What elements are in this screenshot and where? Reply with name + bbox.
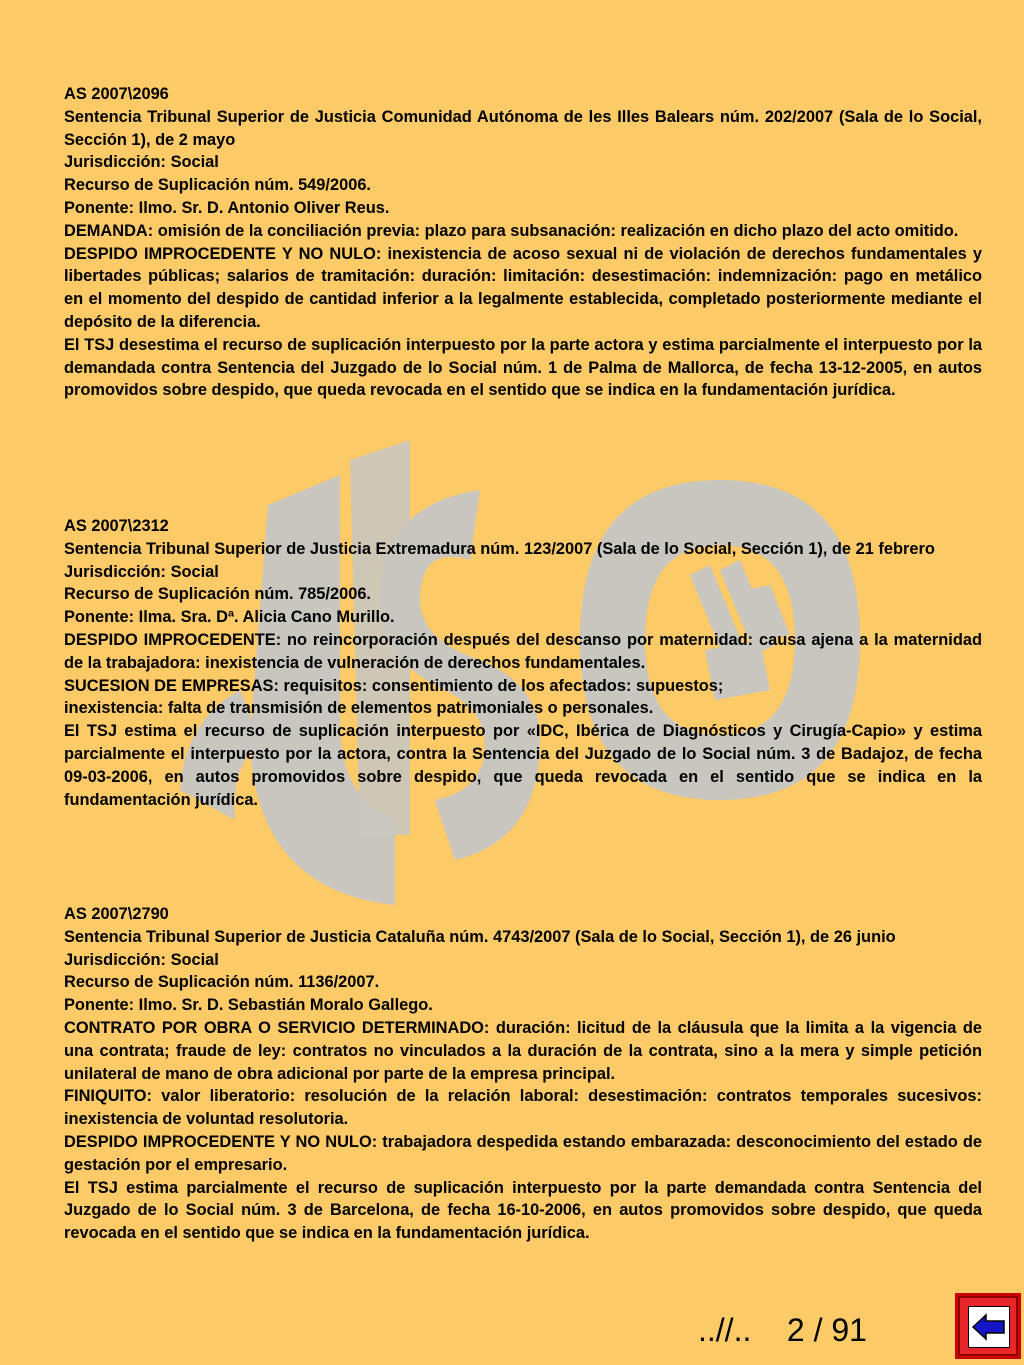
ruling-topic: DESPIDO IMPROCEDENTE Y NO NULO: inexistencia de acoso sexual ni de violación de derechos fundamentales y libertades públicas; salarios de tramitación: duración: limitación: desestimación: indemnización: pago en metálico en el momento del despido de cantidad inferior a la legalmente establecida, completado posteriormente mediante el depósito de la diferencia. — [64, 244, 982, 331]
ruling-appeal: Recurso de Suplicación núm. 549/2006. — [64, 176, 371, 195]
ruling-summary: El TSJ estima el recurso de suplicación interpuesto por «IDC, Ibérica de Diagnósticos y Cirugía-Capio» y estima parcialmente el interpuesto por la actora, contra la Sentencia del Juzgado de lo Social núm. 3 de Badajoz, de fecha 09-03-2006, en autos promovidos sobre despido, que queda revocada en el sentido que se indica en la fundamentación jurídica. — [64, 722, 982, 809]
ruling-reference: AS 2007\2790 — [64, 905, 169, 923]
ruling-rapporteur: Ponente: Ilma. Sra. Dª. Alicia Cano Murillo. — [64, 608, 395, 627]
ruling-topic: SUCESION DE EMPRESAS: requisitos: consentimiento de los afectados: supuestos; — [64, 676, 724, 695]
back-button-face[interactable] — [968, 1306, 1010, 1348]
ruling-topic: inexistencia: falta de transmisión de elementos patrimoniales o personales. — [64, 699, 654, 718]
continuation-mark: ..//.. — [698, 1312, 752, 1348]
ruling-entry — [64, 83, 982, 402]
ruling-topic: DESPIDO IMPROCEDENTE Y NO NULO: trabajadora despedida estando embarazada: desconocimiento del estado de gestación por el empresario. — [64, 1132, 982, 1174]
back-arrow-icon — [969, 1307, 1009, 1347]
ruling-summary: El TSJ estima parcialmente el recurso de suplicación interpuesto por la parte demandada contra Sentencia del Juzgado de lo Social núm. 3 de Barcelona, de fecha 16-10-2006, en autos promovidos sobre despido, que queda revocada en el sentido que se indica en la fundamentación jurídica. — [64, 1178, 982, 1243]
ruling-topic: DEMANDA: omisión de la conciliación previa: plazo para subsanación: realización en dicho plazo del acto omitido. — [64, 221, 959, 240]
ruling-jurisdiction: Jurisdicción: Social — [64, 562, 219, 581]
ruling-rapporteur: Ponente: Ilmo. Sr. D. Sebastián Moralo Gallego. — [64, 996, 433, 1015]
ruling-topic: DESPIDO IMPROCEDENTE: no reincorporación después del descanso por maternidad: causa ajena a la maternidad de la trabajadora: inexistencia de vulneración de derechos fundamentales. — [64, 630, 982, 672]
page-number: 2 / 91 — [786, 1312, 867, 1348]
ruling-appeal: Recurso de Suplicación núm. 1136/2007. — [64, 973, 380, 992]
ruling-entry — [64, 515, 982, 811]
ruling-court: Sentencia Tribunal Superior de Justicia Comunidad Autónoma de les Illes Balears núm. 202/2007 (Sala de lo Social, Sección 1), de 2 mayo — [64, 107, 982, 149]
back-button[interactable] — [955, 1293, 1021, 1359]
ruling-entry — [64, 903, 982, 1245]
ruling-appeal: Recurso de Suplicación núm. 785/2006. — [64, 585, 371, 604]
ruling-summary: El TSJ desestima el recurso de suplicación interpuesto por la parte actora y estima parcialmente el interpuesto por la demandada contra Sentencia del Juzgado de lo Social núm. 1 de Palma de Mallorca, de fecha 13-12-2005, en autos promovidos sobre despido, que queda revocada en el sentido que se indica en la fundamentación jurídica. — [64, 335, 982, 400]
ruling-reference: AS 2007\2096 — [64, 85, 169, 103]
ruling-topic: CONTRATO POR OBRA O SERVICIO DETERMINADO: duración: licitud de la cláusula que la limita a la vigencia de una contrata; fraude de ley: contratos no vinculados a la duración de la contrata, sino a la mera y simple petición unilateral de mano de obra adicional por parte de la empresa principal. — [64, 1018, 982, 1083]
ruling-jurisdiction: Jurisdicción: Social — [64, 153, 219, 172]
ruling-court: Sentencia Tribunal Superior de Justicia Cataluña núm. 4743/2007 (Sala de lo Social, Sección 1), de 26 junio — [64, 927, 896, 946]
ruling-topic: FINIQUITO: valor liberatorio: resolución de la relación laboral: desestimación: contratos temporales sucesivos: inexistencia de voluntad resolutoria. — [64, 1087, 982, 1129]
ruling-court: Sentencia Tribunal Superior de Justicia Extremadura núm. 123/2007 (Sala de lo Social, Sección 1), de 21 febrero — [64, 539, 935, 558]
ruling-jurisdiction: Jurisdicción: Social — [64, 950, 219, 969]
ruling-reference: AS 2007\2312 — [64, 517, 169, 535]
page-indicator — [698, 1312, 867, 1348]
ruling-rapporteur: Ponente: Ilmo. Sr. D. Antonio Oliver Reus. — [64, 198, 390, 217]
